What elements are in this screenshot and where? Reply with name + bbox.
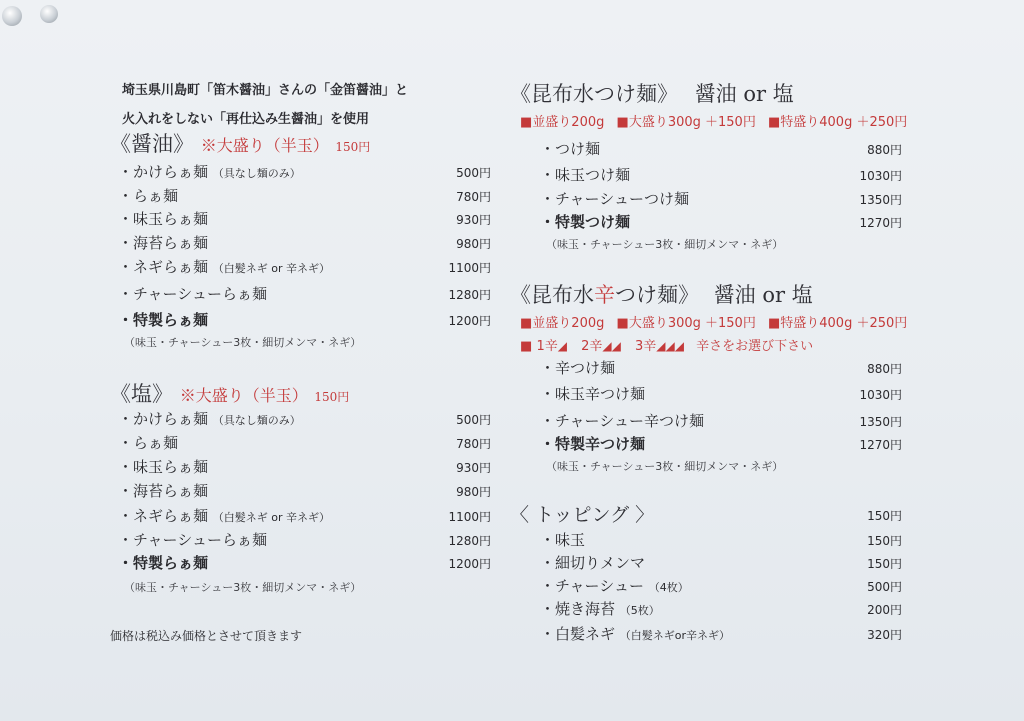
item-note: （4枚）: [648, 581, 689, 594]
kara-tsukemen-heading: [510, 279, 813, 309]
item-name: ・味玉らぁ麺: [118, 458, 209, 476]
size-oomori: 大盛り300g ＋150円: [628, 316, 756, 331]
item-price: 1280円: [448, 288, 491, 302]
item-price: 1100円: [448, 261, 491, 275]
item-price: 930円: [456, 461, 491, 475]
item-name: ・海苔らぁ麺: [118, 482, 209, 500]
menu-item: [118, 505, 330, 526]
item-note: （具なし麺のみ）: [212, 414, 301, 427]
item-price: 1200円: [448, 557, 491, 571]
shio-heading: [110, 378, 349, 408]
item-name: ・チャーシュー: [540, 577, 644, 595]
tsukemen-footnote: （味玉・チャーシュー3枚・細切メンマ・ネギ）: [546, 238, 784, 251]
item-price: 1270円: [859, 216, 902, 230]
spice-levels: [520, 335, 813, 354]
menu-item: [540, 575, 689, 596]
item-price: 880円: [867, 143, 902, 157]
item-name: ・かけらぁ麺: [118, 410, 209, 428]
tsukemen-title-suffix: 醤油 or 塩: [694, 82, 794, 106]
topping-title: 〈 トッピング 〉: [510, 504, 655, 526]
tsukemen-title: 《昆布水つけ麺》: [510, 82, 678, 106]
spice-level-1: 1辛: [536, 339, 558, 354]
item-name: ・白髪ネギ: [540, 625, 616, 643]
topping-title-price: 150円: [867, 509, 902, 523]
menu-item: [540, 623, 730, 644]
size-square-icon: ■: [767, 115, 781, 130]
item-price: 1100円: [448, 510, 491, 524]
pushpin-icon: [2, 6, 22, 26]
pepper-icon: ◢◢: [602, 339, 621, 353]
kara-sizes: [520, 312, 907, 331]
shoyu-footnote: （味玉・チャーシュー3枚・細切メンマ・ネギ）: [124, 336, 362, 349]
menu-item: [118, 408, 301, 429]
menu-item: ・特製辛つけ麺: [540, 435, 646, 453]
menu-item: [118, 456, 208, 477]
item-price: 880円: [867, 362, 902, 376]
menu-item: ・特製つけ麺: [540, 213, 631, 231]
item-price: 1200円: [448, 314, 491, 328]
menu-item: [118, 256, 330, 277]
item-price: 150円: [867, 534, 902, 548]
size-square-icon: ■: [767, 316, 781, 331]
kara-title-a: 《昆布水: [510, 283, 594, 307]
shoyu-title: 《醤油》: [110, 132, 194, 156]
size-namimori: 並盛り200g: [532, 316, 605, 331]
menu-item: [540, 598, 660, 619]
tax-note: 価格は税込み価格とさせて頂きます: [110, 629, 303, 643]
kara-title-red: 辛: [594, 283, 615, 307]
shio-oomori-price: 150円: [314, 390, 350, 404]
menu-item: [540, 529, 585, 550]
shoyu-heading: [110, 128, 370, 158]
item-name: ・焼き海苔: [540, 600, 616, 618]
item-note: （白髪ネギor辛ネギ）: [619, 629, 731, 642]
shoyu-oomori-price: 150円: [335, 140, 371, 154]
item-price: 1030円: [859, 169, 902, 183]
intro-line-1: 埼玉県川島町「笛木醤油」さんの「金笛醤油」と: [122, 83, 409, 98]
intro-line-2: 火入れをしない「再仕込み生醤油」を使用: [122, 112, 370, 127]
spice-level-2: 2辛: [581, 339, 603, 354]
menu-item: [118, 283, 267, 304]
item-note: （白髪ネギ or 辛ネギ）: [212, 262, 331, 275]
item-price: 780円: [456, 437, 491, 451]
item-price: 1270円: [859, 438, 902, 452]
menu-item: ・辛つけ麺: [540, 359, 616, 377]
menu-item: [118, 552, 208, 573]
menu-item: ・味玉つけ麺: [540, 166, 631, 184]
shio-title: 《塩》: [110, 382, 173, 406]
menu-item: [118, 208, 208, 229]
menu-item: [118, 161, 301, 182]
pepper-icon: ◢: [557, 339, 567, 353]
size-square-icon: ■: [520, 339, 533, 354]
item-note: （白髪ネギ or 辛ネギ）: [212, 511, 331, 524]
menu-item: ・チャーシュー辛つけ麺: [540, 412, 704, 430]
item-price: 200円: [867, 603, 902, 617]
size-tokumori: 特盛り400g ＋250円: [780, 115, 908, 130]
item-price: 1350円: [859, 415, 902, 429]
size-square-icon: ■: [520, 316, 533, 331]
item-price: 320円: [867, 628, 902, 642]
menu-item: [118, 309, 208, 330]
item-price: 780円: [456, 190, 491, 204]
item-note: （5枚）: [619, 604, 660, 617]
pepper-icon: ◢◢◢: [656, 339, 684, 353]
size-namimori: 並盛り200g: [532, 115, 605, 130]
tsukemen-sizes: [520, 111, 907, 130]
item-price: 500円: [867, 580, 902, 594]
item-name: ・味玉: [540, 531, 586, 549]
item-price: 150円: [867, 557, 902, 571]
item-name: ・かけらぁ麺: [118, 163, 209, 181]
shio-oomori-label: ※大盛り（半玉）: [179, 386, 308, 405]
item-name: ・海苔らぁ麺: [118, 234, 209, 252]
menu-item: ・つけ麺: [540, 140, 601, 158]
item-name: ・特製らぁ麺: [118, 554, 209, 572]
menu-item: [118, 480, 208, 501]
size-tokumori: 特盛り400g ＋250円: [780, 316, 908, 331]
pushpin-icon: [40, 5, 58, 23]
item-name: ・細切りメンマ: [540, 554, 646, 572]
menu-item: [118, 529, 267, 550]
item-price: 1350円: [859, 193, 902, 207]
menu-item: ・チャーシューつけ麺: [540, 190, 689, 208]
item-name: ・ネギらぁ麺: [118, 258, 209, 276]
spice-choose-note: 辛さをお選び下さい: [696, 339, 814, 354]
item-name: ・らぁ麺: [118, 434, 179, 452]
item-price: 500円: [456, 413, 491, 427]
item-name: ・らぁ麺: [118, 187, 179, 205]
shio-footnote: （味玉・チャーシュー3枚・細切メンマ・ネギ）: [124, 581, 362, 594]
item-price: 1030円: [859, 388, 902, 402]
item-name: ・ネギらぁ麺: [118, 507, 209, 525]
shoyu-oomori-label: ※大盛り（半玉）: [200, 136, 329, 155]
menu-item: ・味玉辛つけ麺: [540, 385, 646, 403]
size-square-icon: ■: [616, 316, 629, 331]
kara-title-suffix: 醤油 or 塩: [713, 283, 813, 307]
spice-level-3: 3辛: [634, 339, 657, 354]
item-name: ・味玉らぁ麺: [118, 210, 209, 228]
kara-footnote: （味玉・チャーシュー3枚・細切メンマ・ネギ）: [546, 460, 784, 473]
item-price: 930円: [456, 213, 491, 227]
size-oomori: 大盛り300g ＋150円: [628, 115, 756, 130]
size-square-icon: ■: [616, 115, 629, 130]
menu-item: [118, 232, 208, 253]
menu-item: [118, 185, 178, 206]
item-name: ・特製らぁ麺: [118, 311, 209, 329]
item-price: 980円: [456, 237, 491, 251]
item-price: 1280円: [448, 534, 491, 548]
item-price: 500円: [456, 166, 491, 180]
tsukemen-heading: [510, 78, 794, 108]
item-name: ・チャーシューらぁ麺: [118, 285, 267, 303]
item-name: ・チャーシューらぁ麺: [118, 531, 267, 549]
menu-item: [118, 432, 178, 453]
item-price: 980円: [456, 485, 491, 499]
item-note: （具なし麺のみ）: [212, 167, 301, 180]
kara-title-b: つけ麺》: [615, 283, 699, 307]
menu-item: [540, 552, 645, 573]
size-square-icon: ■: [520, 115, 533, 130]
